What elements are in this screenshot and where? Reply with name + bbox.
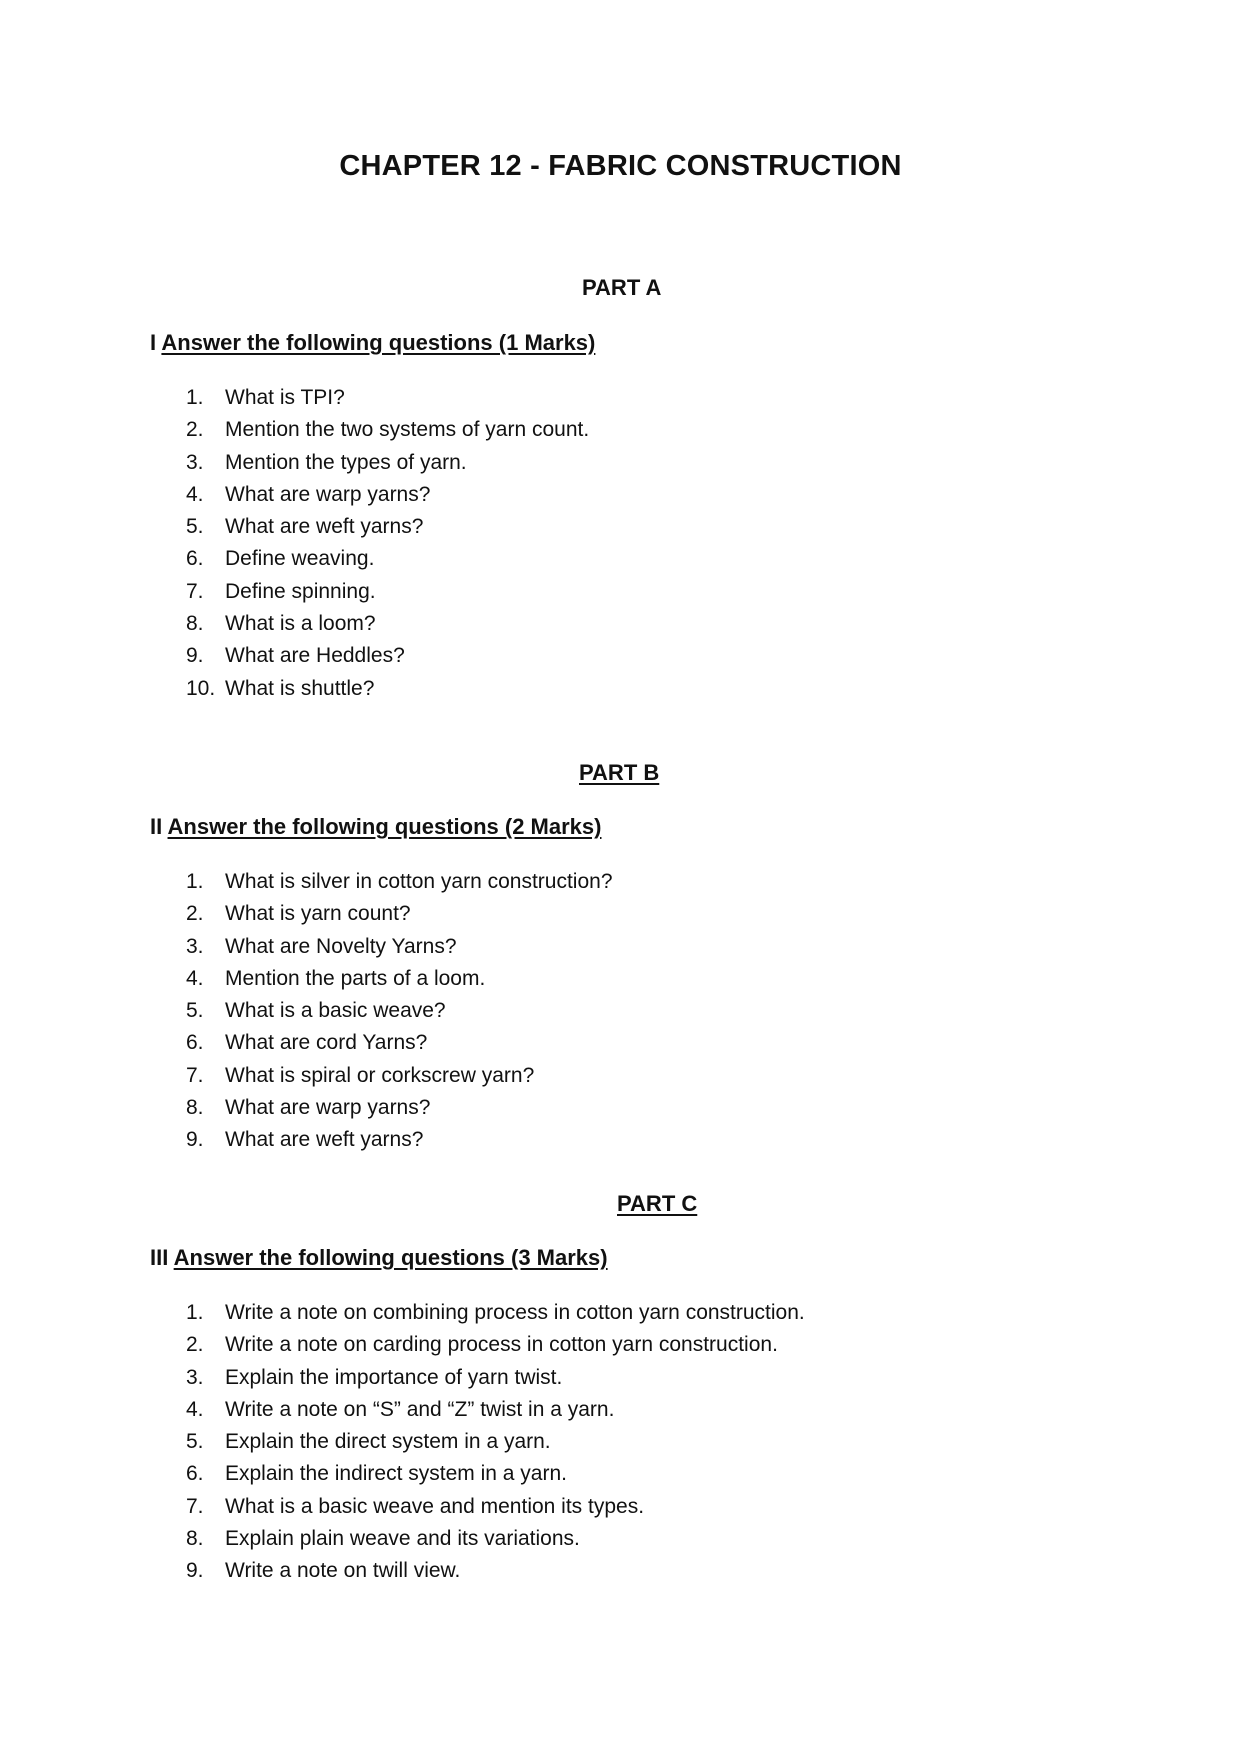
part-c-instruction-text: Answer the following questions (3 Marks): [173, 1245, 608, 1270]
part-b-instruction: [150, 814, 601, 840]
part-c-roman: III: [150, 1245, 169, 1270]
part-b-roman: II: [150, 814, 163, 839]
part-b-instruction-text: Answer the following questions (2 Marks): [167, 814, 602, 839]
part-b-heading: PART B: [579, 760, 660, 785]
page-title: CHAPTER 12 - FABRIC CONSTRUCTION: [339, 150, 902, 182]
part-c-instruction: [150, 1245, 608, 1271]
part-a-heading: PART A: [582, 275, 662, 300]
part-a-instruction-text: Answer the following questions (1 Marks): [161, 330, 596, 355]
part-a-roman: I: [150, 330, 157, 355]
part-a-instruction: [150, 330, 595, 356]
part-c-heading: PART C: [617, 1191, 698, 1216]
